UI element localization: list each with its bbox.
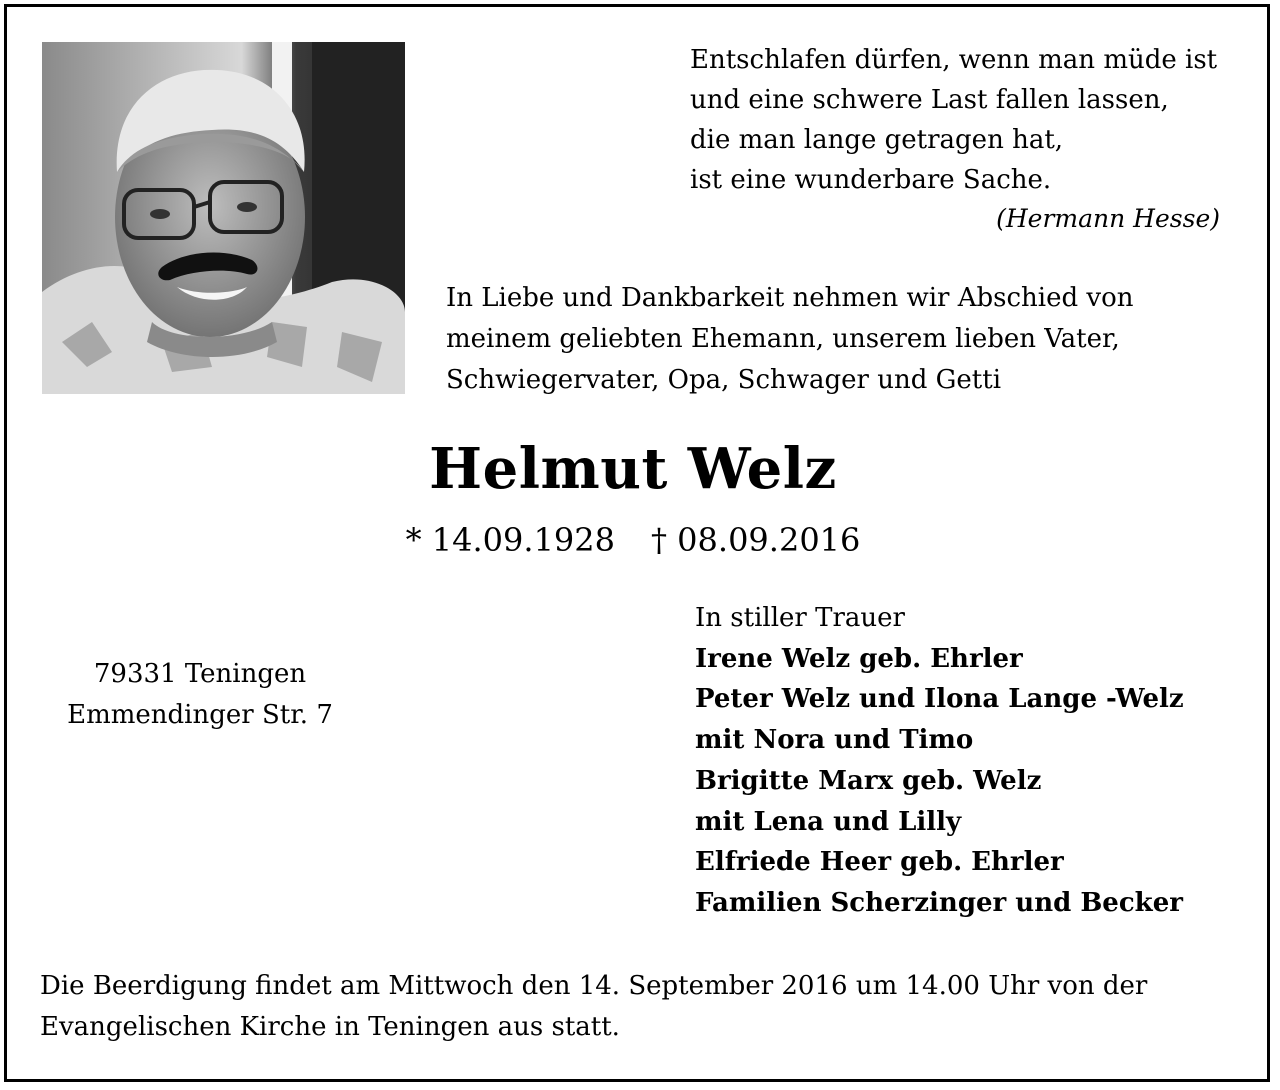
funeral-notice <box>40 966 1240 1048</box>
mourner-name: mit Lena und Lilly <box>695 806 962 837</box>
intro-line: meinem geliebten Ehemann, unserem lieben Vater, <box>446 324 1120 354</box>
mourner-name: mit Nora und Timo <box>695 725 974 756</box>
mourners-list <box>695 598 1255 924</box>
poem-author: (Hermann Hesse) <box>996 204 1220 233</box>
farewell-intro <box>446 278 1246 401</box>
birth-date: * 14.09.1928 <box>405 521 615 559</box>
mourner-name: Elfriede Heer geb. Ehrler <box>695 847 1064 878</box>
mourner-name: Irene Welz geb. Ehrler <box>695 643 1023 674</box>
mourners-heading: In stiller Trauer <box>695 603 905 633</box>
mourner-name: Brigitte Marx geb. Welz <box>695 765 1042 796</box>
poem-line: ist eine wunderbare Sache. <box>690 165 1052 195</box>
intro-line: In Liebe und Dankbarkeit nehmen wir Abschied von <box>446 283 1134 313</box>
intro-line: Schwiegervater, Opa, Schwager und Getti <box>446 365 1002 395</box>
address-line: Emmendinger Str. 7 <box>67 700 333 730</box>
poem-line: Entschlafen dürfen, wenn man müde ist <box>690 45 1218 75</box>
poem-line: und eine schwere Last fallen lassen, <box>690 85 1169 115</box>
poem-quote <box>690 40 1250 200</box>
poem-line: die man lange getragen hat, <box>690 125 1064 155</box>
address-line: 79331 Teningen <box>93 659 307 689</box>
funeral-line: Die Beerdigung findet am Mittwoch den 14. September 2016 um 14.00 Uhr von der <box>40 971 1148 1001</box>
portrait-image <box>42 42 405 394</box>
death-date: † 08.09.2016 <box>651 521 861 559</box>
funeral-line: Evangelischen Kirche in Teningen aus statt. <box>40 1012 620 1042</box>
deceased-name: Helmut Welz <box>429 436 837 502</box>
portrait-photo <box>42 42 405 394</box>
mourner-name: Familien Scherzinger und Becker <box>695 887 1183 918</box>
family-address <box>40 654 360 736</box>
mourner-name: Peter Welz und Ilona Lange -Welz <box>695 684 1184 715</box>
life-dates <box>0 521 1266 559</box>
